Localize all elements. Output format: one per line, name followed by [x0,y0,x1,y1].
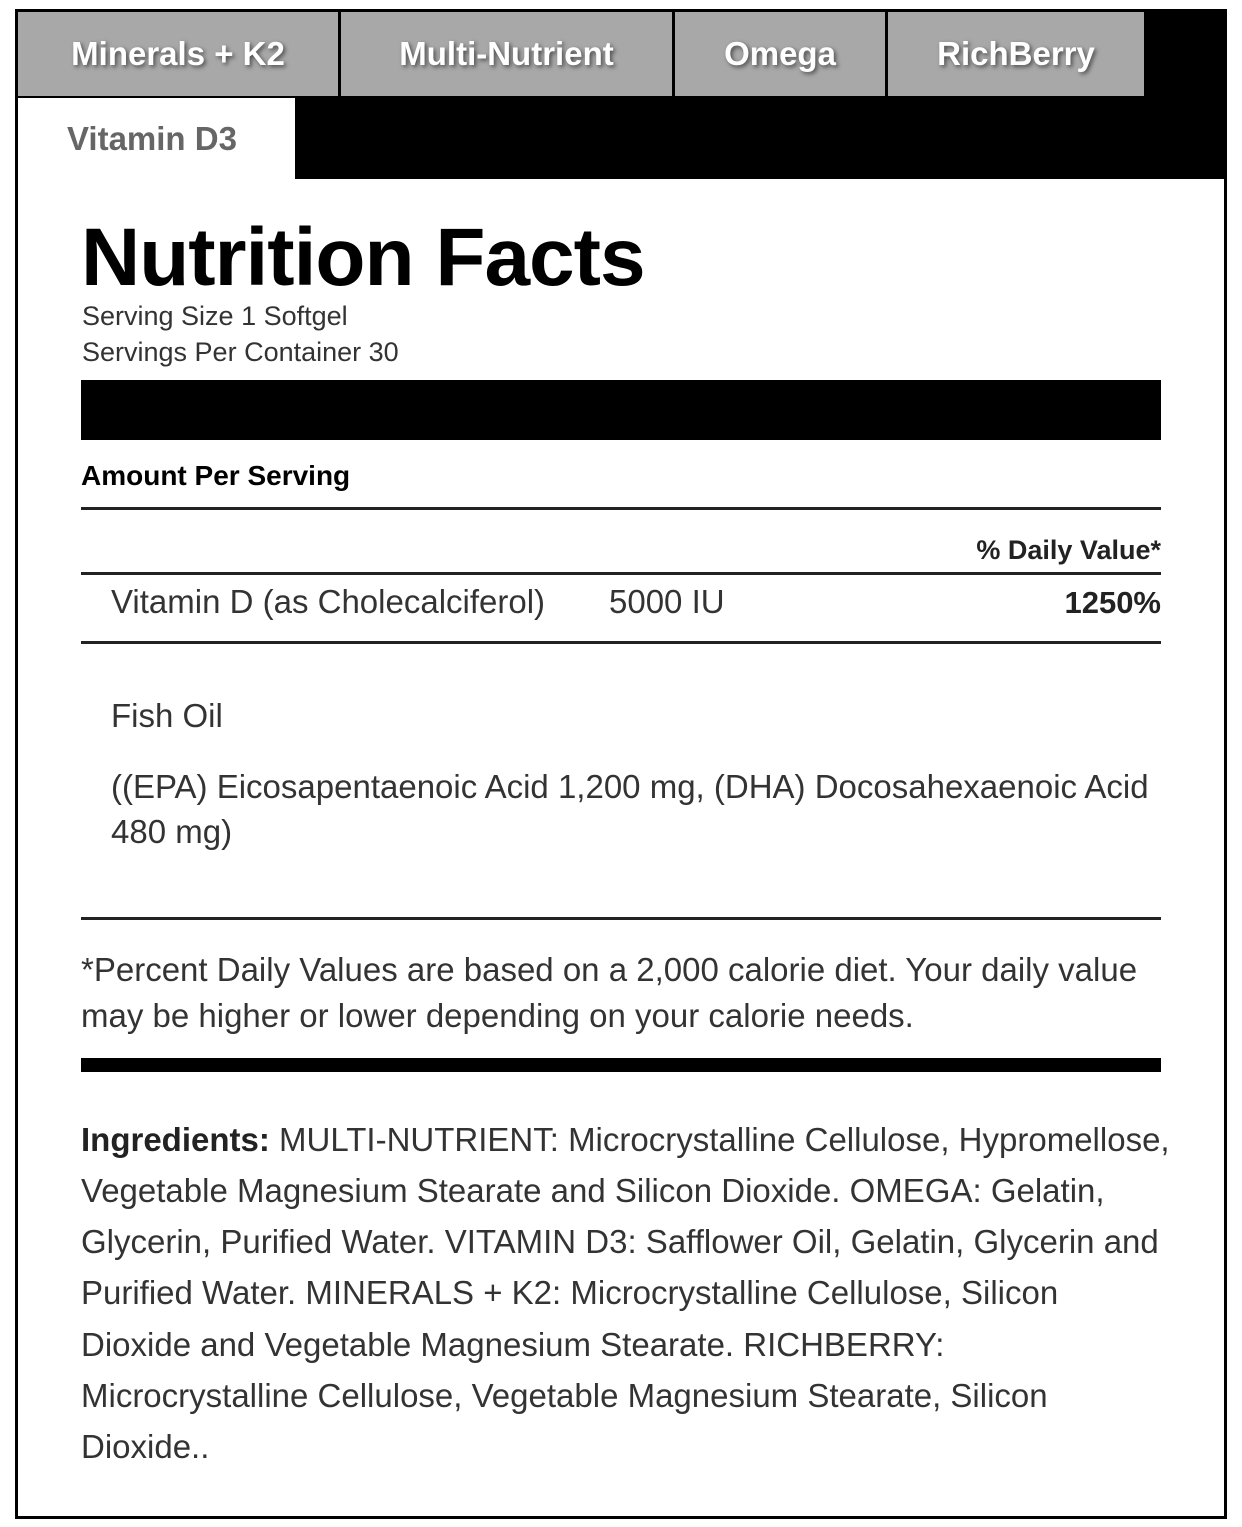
ingredients-text [81,1114,1171,1472]
tab-omega[interactable]: Omega [675,12,885,96]
tab-multi-nutrient[interactable]: Multi-Nutrient [341,12,672,96]
footnote: *Percent Daily Values are based on a 2,000 calorie diet. Your daily value may be higher or lower depending on your calorie needs. [81,951,1138,1034]
ingredients-list: MULTI-NUTRIENT: Microcrystalline Cellulose, Hypromellose, Vegetable Magnesium Stearate and Silicon Dioxide. OMEGA: Gelatin, Glycerin, Purified Water. VITAMIN D3: Safflower Oil, Gelatin, Glycerin and Purified Water. MINERALS + K2: Microcrystalline Cellulose, Silicon Dioxide and Vegetable Magnesium Stearate. RICHBERRY: Microcrystalline Cellulose, Vegetable Magnesium Stearate, Silicon Dioxide.. [81,1121,1170,1465]
page-title: Nutrition Facts [81,212,645,303]
ingredients-label: Ingredients: [81,1121,270,1158]
nutrient-amount: 5000 IU [609,583,725,620]
tab-bar [18,12,1224,179]
amount-per-serving-label: Amount Per Serving [81,460,351,491]
fish-oil-label: Fish Oil [111,697,223,734]
fish-oil-detail: ((EPA) Eicosapentaenoic Acid 1,200 mg, (DHA) Docosahexaenoic Acid 480 mg) [111,768,1149,850]
daily-value-header: % Daily Value* [976,535,1161,565]
serving-size: Serving Size 1 Softgel [82,301,348,331]
servings-per-container: Servings Per Container 30 [82,337,399,367]
nutrient-name: Vitamin D (as Cholecalciferol) [111,583,546,620]
thick-divider [81,1058,1161,1072]
divider [81,641,1161,644]
divider [81,507,1161,510]
tab-vitamin-d3[interactable]: Vitamin D3 [18,98,295,179]
nutrition-panel [15,9,1227,1519]
tab-richberry[interactable]: RichBerry [888,12,1144,96]
nutrient-daily-value: 1250% [1064,585,1161,620]
thick-divider [81,380,1161,440]
divider [81,572,1161,575]
divider [81,917,1161,920]
tab-minerals-k2[interactable]: Minerals + K2 [18,12,338,96]
